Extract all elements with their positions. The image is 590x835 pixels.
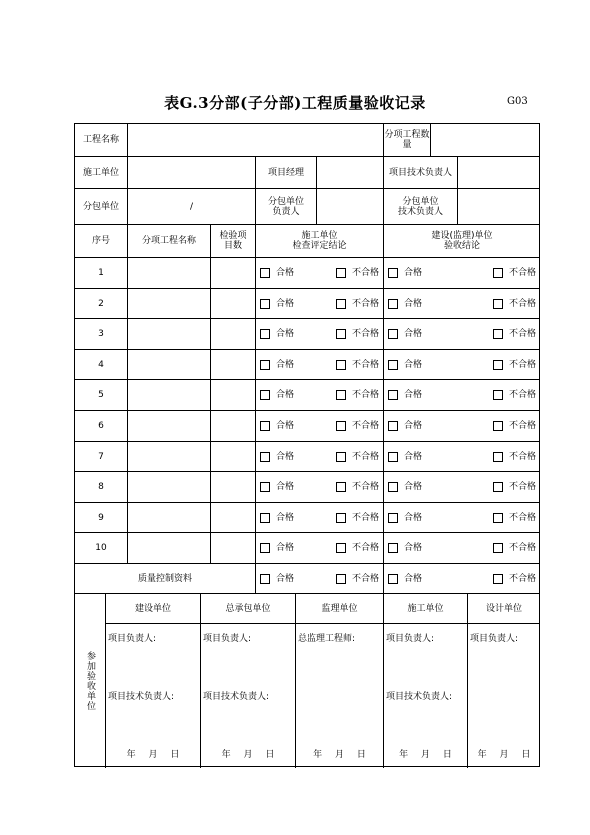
row-seq: [75, 258, 128, 289]
construction-pass-checkbox[interactable]: [260, 299, 294, 309]
checkbox-label: 合格: [276, 543, 295, 553]
build-fail-checkbox[interactable]: [493, 513, 536, 523]
lead-signature-label: 项目负责人:: [386, 634, 435, 644]
construction-pass-checkbox[interactable]: [260, 543, 294, 553]
cell-text: 分项工程数量: [384, 130, 430, 150]
subitem-count-label: [384, 124, 431, 157]
checkbox-label: 合格: [276, 268, 295, 278]
checkbox-box: [493, 543, 503, 553]
lead-signature-label: 项目负责人:: [470, 634, 519, 644]
checkbox-label: 合格: [276, 451, 295, 462]
checkbox-box: [388, 329, 398, 339]
row-build-check: [384, 503, 540, 533]
acceptance-unit-header: [201, 594, 296, 624]
checkbox-box: [260, 360, 270, 370]
checkbox-box: [388, 543, 398, 553]
checkbox-label: 不合格: [508, 573, 536, 584]
row-number: 9: [98, 512, 104, 523]
row-construction-check: [256, 289, 384, 319]
quality-construction-check: [256, 564, 384, 594]
row-construction-check: [256, 258, 384, 289]
checkbox-box: [493, 299, 503, 309]
subcontract-lead-field[interactable]: [317, 189, 384, 225]
construction-fail-checkbox[interactable]: [336, 390, 379, 400]
row-construction-check: [256, 503, 384, 533]
acceptance-unit-header: [384, 594, 468, 624]
tech-lead-label: [384, 157, 458, 189]
signature-date: 年 月 日: [399, 750, 452, 760]
cell-text: 工程名称: [82, 135, 119, 145]
construction-fail-checkbox[interactable]: [336, 360, 379, 370]
checkbox-label: 合格: [404, 329, 423, 339]
checkbox-label: 不合格: [508, 359, 536, 370]
checkbox-box: [493, 329, 503, 339]
checkbox-label: 不合格: [508, 298, 536, 309]
checkbox-box: [493, 482, 503, 492]
row-subitem-name-field[interactable]: [128, 533, 211, 564]
row-subitem-name-field[interactable]: [128, 472, 211, 503]
quality-construction-fail-checkbox[interactable]: [336, 574, 379, 584]
row-subitem-name-field[interactable]: [128, 258, 211, 289]
checkbox-box: [260, 268, 270, 278]
row-number: 10: [95, 543, 107, 553]
checkbox-box: [388, 268, 398, 278]
build-pass-checkbox[interactable]: [388, 299, 422, 309]
checkbox-label: 不合格: [508, 421, 536, 431]
construction-fail-checkbox[interactable]: [336, 329, 379, 339]
subitem-count-field[interactable]: [431, 124, 540, 157]
construction-fail-checkbox[interactable]: [336, 268, 379, 278]
acceptance-side-text: 参加验收单位: [85, 651, 95, 711]
checkbox-box: [493, 360, 503, 370]
checkbox-box: [388, 513, 398, 523]
construction-fail-checkbox[interactable]: [336, 482, 379, 492]
signature-date: 年 月 日: [126, 750, 180, 760]
checkbox-box: [336, 268, 346, 278]
build-fail-checkbox[interactable]: [493, 329, 536, 339]
row-build-check: [384, 258, 540, 289]
tech-signature-label: 项目技术负责人:: [386, 692, 453, 702]
checkbox-label: 合格: [276, 390, 295, 400]
construction-pass-checkbox[interactable]: [260, 513, 294, 523]
checkbox-box: [260, 390, 270, 400]
checkbox-label: 合格: [404, 482, 423, 492]
subcontract-tech-field[interactable]: [458, 189, 540, 225]
acceptance-signature-cell[interactable]: [296, 624, 384, 768]
checkbox-label: 不合格: [508, 451, 536, 462]
quality-build-check: [384, 564, 540, 594]
row-seq: [75, 289, 128, 319]
checkbox-box: [493, 513, 503, 523]
row-construction-check: [256, 380, 384, 411]
cell-text: 项目技术负责人: [388, 167, 452, 178]
construction-pass-checkbox[interactable]: [260, 360, 294, 370]
quality-control-label: [75, 564, 256, 594]
checkbox-box: [388, 299, 398, 309]
row-build-check: [384, 442, 540, 472]
checkbox-label: 不合格: [508, 482, 536, 492]
checkbox-label: 不合格: [351, 543, 379, 553]
row-inspection-lots-field[interactable]: [211, 289, 256, 319]
build-fail-checkbox[interactable]: [493, 360, 536, 370]
cell-text: 项目经理: [267, 167, 304, 178]
acceptance-unit-header: [106, 594, 201, 624]
row-build-check: [384, 350, 540, 380]
checkbox-label: 不合格: [508, 268, 536, 278]
row-number: 8: [98, 482, 104, 492]
row-seq: [75, 411, 128, 442]
quality-build-pass-checkbox[interactable]: [388, 574, 422, 584]
row-subitem-name-field[interactable]: [128, 350, 211, 380]
construction-pass-checkbox[interactable]: [260, 329, 294, 339]
row-inspection-lots-field[interactable]: [211, 258, 256, 289]
checkbox-label: 合格: [404, 298, 423, 309]
row-number: 2: [98, 298, 104, 309]
cell-text: 质量控制资料: [137, 573, 192, 584]
form-code: G03: [507, 96, 528, 107]
row-build-check: [384, 289, 540, 319]
acceptance-side-label: [75, 594, 106, 768]
checkbox-label: 不合格: [508, 329, 536, 339]
checkbox-box: [493, 390, 503, 400]
checkbox-label: 合格: [404, 390, 423, 400]
project-name-field[interactable]: [128, 124, 384, 157]
row-inspection-lots-field[interactable]: [211, 503, 256, 533]
build-fail-checkbox[interactable]: [493, 452, 536, 462]
checkbox-box: [336, 360, 346, 370]
build-pass-checkbox[interactable]: [388, 268, 422, 278]
row-subitem-name-field[interactable]: [128, 442, 211, 472]
build-pass-checkbox[interactable]: [388, 452, 422, 462]
checkbox-box: [336, 513, 346, 523]
project-manager-label: [256, 157, 317, 189]
column-inspection-lots: [211, 225, 256, 258]
column-build-conclusion: [384, 225, 540, 258]
checkbox-label: 合格: [404, 268, 423, 278]
row-number: 3: [98, 329, 104, 339]
form-grid: [74, 123, 540, 767]
row-build-check: [384, 533, 540, 564]
checkbox-label: 合格: [276, 573, 295, 584]
project-name-label: [75, 124, 128, 157]
row-construction-check: [256, 472, 384, 503]
row-subitem-name-field[interactable]: [128, 411, 211, 442]
row-construction-check: [256, 533, 384, 564]
checkbox-label: 不合格: [351, 421, 379, 431]
construction-fail-checkbox[interactable]: [336, 543, 379, 553]
acceptance-unit-header: [296, 594, 384, 624]
checkbox-box: [336, 299, 346, 309]
checkbox-box: [260, 482, 270, 492]
checkbox-label: 不合格: [508, 390, 536, 400]
checkbox-box: [388, 482, 398, 492]
checkbox-label: 不合格: [351, 329, 379, 339]
row-number: 6: [98, 421, 104, 431]
checkbox-label: 不合格: [351, 268, 379, 278]
build-pass-checkbox[interactable]: [388, 360, 422, 370]
row-subitem-name-field[interactable]: [128, 503, 211, 533]
construction-pass-checkbox[interactable]: [260, 452, 294, 462]
checkbox-label: 合格: [404, 421, 423, 431]
checkbox-box: [493, 574, 503, 584]
row-build-check: [384, 380, 540, 411]
build-fail-checkbox[interactable]: [493, 268, 536, 278]
row-construction-check: [256, 411, 384, 442]
acceptance-signature-cell[interactable]: [106, 624, 201, 768]
subcontract-tech-label: [384, 189, 458, 225]
column-subitem-name: [128, 225, 211, 258]
acceptance-signature-cell[interactable]: [384, 624, 468, 768]
row-seq: [75, 533, 128, 564]
subcontract-unit-field[interactable]: [128, 189, 256, 225]
checkbox-box: [493, 452, 503, 462]
row-number: 7: [98, 451, 104, 462]
cell-text: 施工单位: [82, 167, 119, 178]
acceptance-unit-name: 建设单位: [134, 603, 171, 614]
row-inspection-lots-field[interactable]: [211, 319, 256, 350]
row-seq: [75, 442, 128, 472]
row-build-check: [384, 411, 540, 442]
cell-text: 负责人: [272, 206, 300, 217]
acceptance-unit-name: 总承包单位: [225, 603, 271, 614]
row-build-check: [384, 472, 540, 503]
cell-text: 验收结论: [443, 241, 480, 251]
row-seq: [75, 503, 128, 533]
row-inspection-lots-field[interactable]: [211, 442, 256, 472]
acceptance-signature-cell[interactable]: [468, 624, 540, 768]
subcontract-unit-value: /: [189, 201, 194, 212]
tech-signature-label: 项目技术负责人:: [203, 692, 270, 702]
row-number: 1: [98, 268, 104, 278]
build-pass-checkbox[interactable]: [388, 329, 422, 339]
checkbox-box: [336, 574, 346, 584]
checkbox-label: 合格: [276, 421, 295, 431]
build-fail-checkbox[interactable]: [493, 482, 536, 492]
construction-unit-field[interactable]: [128, 157, 256, 189]
build-pass-checkbox[interactable]: [388, 513, 422, 523]
checkbox-box: [388, 421, 398, 431]
checkbox-label: 不合格: [508, 543, 536, 553]
checkbox-box: [336, 421, 346, 431]
checkbox-box: [260, 574, 270, 584]
checkbox-label: 合格: [276, 482, 295, 492]
lead-signature-label: 项目负责人:: [108, 634, 157, 644]
construction-fail-checkbox[interactable]: [336, 299, 379, 309]
checkbox-box: [260, 421, 270, 431]
checkbox-label: 合格: [404, 451, 423, 462]
checkbox-label: 不合格: [351, 390, 379, 400]
cell-text: 检查评定结论: [292, 241, 347, 251]
acceptance-unit-header: [468, 594, 540, 624]
checkbox-label: 合格: [404, 573, 423, 584]
tech-lead-field[interactable]: [458, 157, 540, 189]
checkbox-box: [388, 390, 398, 400]
row-seq: [75, 319, 128, 350]
construction-unit-label: [75, 157, 128, 189]
project-manager-field[interactable]: [317, 157, 384, 189]
checkbox-label: 不合格: [351, 512, 379, 523]
row-seq: [75, 350, 128, 380]
checkbox-box: [336, 390, 346, 400]
row-inspection-lots-field[interactable]: [211, 350, 256, 380]
checkbox-label: 不合格: [351, 482, 379, 492]
row-inspection-lots-field[interactable]: [211, 533, 256, 564]
construction-pass-checkbox[interactable]: [260, 390, 294, 400]
checkbox-label: 不合格: [351, 451, 379, 462]
checkbox-box: [388, 360, 398, 370]
row-number: 5: [98, 390, 104, 400]
build-fail-checkbox[interactable]: [493, 390, 536, 400]
row-inspection-lots-field[interactable]: [211, 411, 256, 442]
build-pass-checkbox[interactable]: [388, 482, 422, 492]
checkbox-box: [260, 513, 270, 523]
row-build-check: [384, 319, 540, 350]
lead-signature-label: 项目负责人:: [203, 634, 252, 644]
cell-text: 技术负责人: [397, 206, 443, 217]
acceptance-signature-cell[interactable]: [201, 624, 296, 768]
column-seq: [75, 225, 128, 258]
checkbox-box: [260, 543, 270, 553]
signature-date: 年 月 日: [477, 750, 531, 760]
row-seq: [75, 380, 128, 411]
cell-text: 施工单位: [301, 231, 338, 241]
checkbox-label: 合格: [276, 298, 295, 309]
construction-pass-checkbox[interactable]: [260, 482, 294, 492]
subcontract-lead-label: [256, 189, 317, 225]
checkbox-box: [493, 421, 503, 431]
build-fail-checkbox[interactable]: [493, 299, 536, 309]
construction-fail-checkbox[interactable]: [336, 421, 379, 431]
build-fail-checkbox[interactable]: [493, 543, 536, 553]
signature-date: 年 月 日: [313, 750, 366, 760]
lead-signature-label: 总监理工程师:: [298, 634, 356, 644]
cell-text: 序号: [91, 236, 110, 246]
row-construction-check: [256, 442, 384, 472]
quality-build-fail-checkbox[interactable]: [493, 574, 536, 584]
row-inspection-lots-field[interactable]: [211, 472, 256, 503]
build-pass-checkbox[interactable]: [388, 390, 422, 400]
construction-fail-checkbox[interactable]: [336, 513, 379, 523]
checkbox-box: [493, 268, 503, 278]
tech-signature-label: 项目技术负责人:: [108, 692, 175, 702]
checkbox-label: 合格: [276, 512, 295, 523]
signature-date: 年 月 日: [221, 750, 275, 760]
checkbox-box: [388, 574, 398, 584]
row-number: 4: [98, 359, 104, 370]
cell-text: 目数: [223, 241, 242, 251]
column-construction-conclusion: [256, 225, 384, 258]
cell-text: 建设(监理)单位: [431, 231, 493, 241]
construction-pass-checkbox[interactable]: [260, 421, 294, 431]
row-construction-check: [256, 350, 384, 380]
cell-text: 检验项: [219, 231, 247, 241]
checkbox-label: 不合格: [351, 298, 379, 309]
checkbox-box: [336, 543, 346, 553]
row-subitem-name-field[interactable]: [128, 289, 211, 319]
row-seq: [75, 472, 128, 503]
acceptance-unit-name: 施工单位: [407, 603, 444, 614]
acceptance-unit-name: 监理单位: [321, 603, 358, 614]
checkbox-box: [260, 452, 270, 462]
cell-text: 分包单位: [402, 196, 439, 207]
acceptance-unit-name: 设计单位: [485, 603, 522, 614]
row-subitem-name-field[interactable]: [128, 380, 211, 411]
checkbox-box: [336, 329, 346, 339]
build-fail-checkbox[interactable]: [493, 421, 536, 431]
checkbox-label: 合格: [404, 359, 423, 370]
quality-construction-pass-checkbox[interactable]: [260, 574, 294, 584]
row-inspection-lots-field[interactable]: [211, 380, 256, 411]
checkbox-box: [260, 329, 270, 339]
checkbox-box: [260, 299, 270, 309]
checkbox-label: 不合格: [351, 573, 379, 584]
subcontract-unit-label: [75, 189, 128, 225]
cell-text: 分包单位: [82, 201, 119, 212]
checkbox-box: [336, 482, 346, 492]
row-construction-check: [256, 319, 384, 350]
checkbox-label: 合格: [404, 512, 423, 523]
build-pass-checkbox[interactable]: [388, 543, 422, 553]
checkbox-label: 合格: [276, 359, 295, 370]
construction-fail-checkbox[interactable]: [336, 452, 379, 462]
checkbox-label: 合格: [404, 543, 423, 553]
build-pass-checkbox[interactable]: [388, 421, 422, 431]
cell-text: 分项工程名称: [141, 236, 196, 246]
checkbox-box: [336, 452, 346, 462]
construction-pass-checkbox[interactable]: [260, 268, 294, 278]
checkbox-label: 不合格: [351, 359, 379, 370]
row-subitem-name-field[interactable]: [128, 319, 211, 350]
cell-text: 分包单位: [267, 196, 304, 207]
checkbox-label: 合格: [276, 329, 295, 339]
checkbox-box: [388, 452, 398, 462]
checkbox-label: 不合格: [508, 512, 536, 523]
form-title: 表G.3分部(子分部)工程质量验收记录: [164, 94, 426, 112]
